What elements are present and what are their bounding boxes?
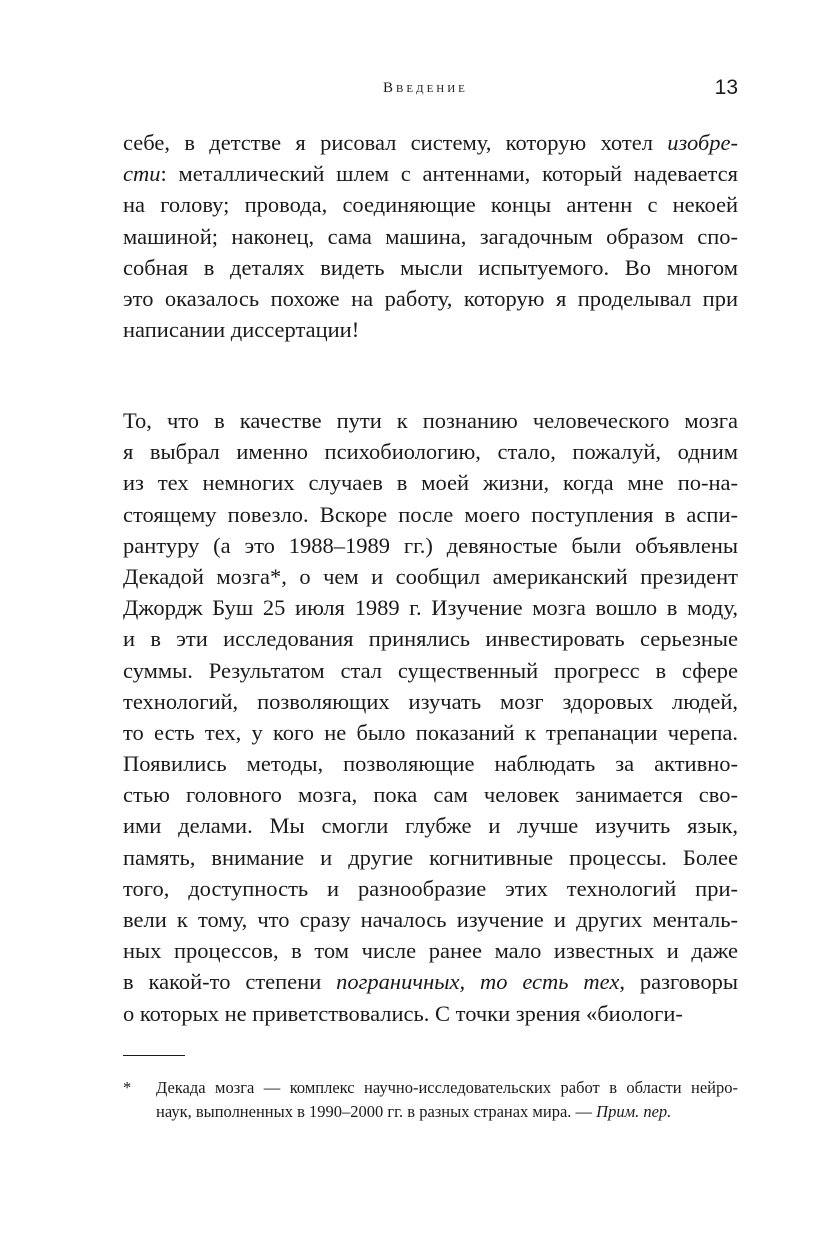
text-line: на голову; провода, соединяющие концы антенн с некоей	[123, 192, 738, 218]
text-line: того, доступность и разнообразие этих технологий при-	[123, 875, 738, 901]
italic-phrase: пограничных, то есть тех	[336, 969, 620, 995]
footnote	[123, 1076, 738, 1124]
footnote-line: наук, выполненных в 1990–2000 гг. в разных странах мира. — Прим. пер.	[156, 1102, 672, 1121]
text-line: я выбрал именно психобиологию, стало, пожалуй, одним	[123, 439, 738, 465]
text-line: то есть тех, у кого не было показаний к трепанации черепа.	[123, 719, 738, 745]
page-number: 13	[714, 76, 738, 99]
text-line: рантуру (а это 1988–1989 гг.) девяностые были объявлены	[123, 532, 738, 558]
text-line: из тех немногих случаев в моей жизни, когда мне по-на-	[123, 470, 738, 496]
text-line: ных процессов, в том числе ранее мало известных и даже	[123, 938, 738, 964]
text-line: ими делами. Мы смогли глубже и лучше изучить язык,	[123, 813, 738, 839]
section-title: Введение	[383, 80, 468, 96]
text-line: суммы. Результатом стал существенный прогресс в сфере	[123, 657, 738, 683]
paragraph-1	[123, 127, 738, 345]
translator-note-label: Прим. пер.	[596, 1102, 672, 1121]
footnote-marker: *	[123, 1078, 132, 1097]
text-line: То, что в качестве пути к познанию человеческого мозга	[123, 408, 738, 433]
text-line: о которых не приветствовались. С точки зрения «биологи-	[123, 1000, 683, 1026]
text-line: сти: металлический шлем с антеннами, который надевается	[123, 161, 738, 187]
text-line: собная в деталях видеть мысли испытуемого. Во многом	[123, 254, 738, 280]
footnote-rule	[123, 1055, 185, 1056]
text-line: это оказалось похоже на работу, которую я проделывал при	[123, 285, 738, 311]
text-line: машиной; наконец, сама машина, загадочным образом спо-	[123, 223, 738, 249]
text-line: технологий, позволяющих изучать мозг здоровых людей,	[123, 688, 738, 714]
text-line: стью головного мозга, пока сам человек занимается сво-	[123, 782, 738, 808]
italic-word: сти	[123, 161, 161, 187]
footnote-line: Декада мозга — комплекс научно-исследовательских работ в области нейро-	[156, 1078, 738, 1097]
text-line: написании диссертации!	[123, 317, 360, 343]
text-line: память, внимание и другие когнитивные процессы. Более	[123, 844, 738, 870]
text-line: в какой-то степени пограничных, то есть тех, разговоры	[123, 969, 738, 995]
text-line: Декадой мозга*, о чем и сообщил американский президент	[123, 563, 738, 589]
text-line: стоящему повезло. Вскоре после моего поступления в аспи-	[123, 501, 738, 527]
text-line: себе, в детстве я рисовал систему, которую хотел изобре-	[123, 130, 738, 155]
text-line: вели к тому, что сразу началось изучение и других менталь-	[123, 907, 738, 932]
text-line: Джордж Буш 25 июля 1989 г. Изучение мозга вошло в моду,	[123, 595, 738, 621]
paragraph-2	[123, 405, 738, 1029]
running-head	[0, 76, 833, 104]
text-line: Появились методы, позволяющие наблюдать за активно-	[123, 751, 738, 777]
italic-word: изобре-	[667, 130, 738, 155]
text-line: и в эти исследования принялись инвестировать серьезные	[123, 626, 738, 652]
